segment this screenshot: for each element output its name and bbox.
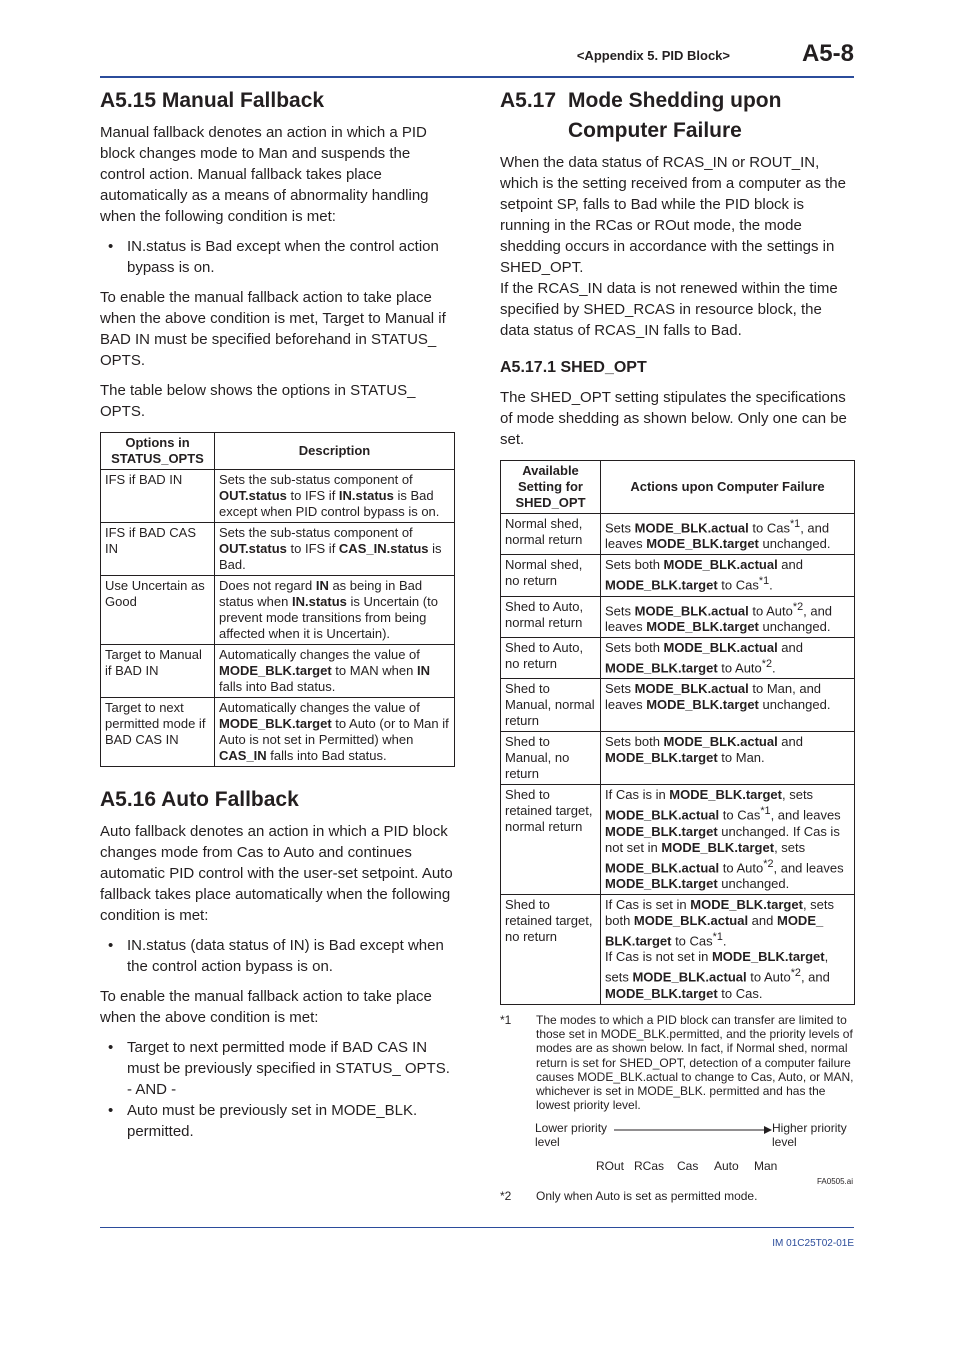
setting-cell: Normal shed, normal return — [501, 514, 601, 555]
setting-cell: Normal shed, no return — [501, 555, 601, 596]
table-notes — [500, 1013, 855, 1203]
shed-opt-table — [500, 460, 855, 1005]
action-cell: Sets both MODE_BLK.actual and MODE_BLK.target to Cas$^{*1}$. — [601, 555, 855, 596]
table-header-actions: Actions upon Computer Failure — [601, 461, 855, 514]
option-cell: IFS if BAD IN — [101, 470, 215, 523]
mode-label: ROut — [596, 1158, 625, 1173]
action-cell: Sets MODE_BLK.actual to Cas$^{*1}$, and leaves MODE_BLK.target unchanged. — [601, 514, 855, 555]
bullet-text: IN.status is Bad except when the control action bypass is on. — [127, 238, 439, 276]
higher-priority-label: Higher priority level — [772, 1120, 847, 1149]
table-row — [101, 576, 455, 645]
description-cell: Automatically changes the value of MODE_BLK.target to MAN when IN falls into Bad status. — [215, 645, 455, 698]
table-row — [101, 470, 455, 523]
mode-label: Cas — [677, 1158, 699, 1173]
table-header-options: Options in STATUS_OPTS — [101, 433, 215, 470]
table-row — [501, 894, 855, 1004]
action-cell: If Cas is set in MODE_BLK.target, sets both MODE_BLK.actual and MODE_ BLK.target to Cas$^{*1}$. If Cas is not set in MODE_BLK.target, sets MODE_BLK.actual to Auto$^{*2}$, and MODE_BLK.target to Cas. — [601, 894, 855, 1004]
subsection-title-a5171: A5.17.1 SHED_OPT — [500, 359, 647, 376]
option-cell: IFS if BAD CAS IN — [101, 523, 215, 576]
table-row — [101, 523, 455, 576]
table-row — [501, 785, 855, 895]
a515-paragraph-3: The table below shows the options in STATUS_ OPTS. — [100, 382, 416, 420]
setting-cell: Shed to Manual, no return — [501, 732, 601, 785]
a516-bullet-2 — [100, 1037, 455, 1100]
table-row — [501, 555, 855, 596]
note-text: The modes to which a PID block can transfer are limited to those set in MODE_BLK.permitted, and the priority levels of modes are as shown below. In fact, if Normal shed, normal return is set for SHED_OPT, detection of a computer failure causes MODE_BLK.actual to change to Cas, Auto, or MAN, whichever is set in MODE_BLK. permitted and has the lowest priority level. — [536, 1012, 854, 1113]
table-row — [501, 637, 855, 678]
description-cell: Does not regard IN as being in Bad status when IN.status is Uncertain (to prevent mode transitions from being affected when it is Uncertain). — [215, 576, 455, 645]
section-title-a515: A5.15 Manual Fallback — [100, 89, 325, 112]
priority-arrow-icon — [614, 1125, 774, 1135]
mode-label: RCas — [634, 1158, 665, 1173]
right-column — [500, 86, 855, 1203]
footer-rule — [100, 1227, 854, 1228]
bullet-text: IN.status (data status of IN) is Bad except when the control action bypass is on. — [127, 937, 444, 975]
footer-doc-id: IM 01C25T02-01E — [772, 1238, 854, 1249]
a516-paragraph-1: Auto fallback denotes an action in which a PID block changes mode from Cas to Auto and continues automatic PID control with the user-set setpoint. Auto fallback takes place automatically when the following condition is met: — [100, 823, 453, 924]
table-header-setting: Available Setting for SHED_OPT — [501, 461, 601, 514]
description-cell: Sets the sub-status component of OUT.status to IFS if IN.status is Bad except when PID control bypass is on. — [215, 470, 455, 523]
action-cell: Sets both MODE_BLK.actual and MODE_BLK.target to Man. — [601, 732, 855, 785]
note-1 — [500, 1013, 855, 1113]
bullet-dot-icon: • — [108, 1102, 114, 1119]
table-header-description: Description — [215, 433, 455, 470]
bullet-dot-icon: • — [108, 238, 114, 255]
note-text: Only when Auto is set as permitted mode. — [536, 1188, 758, 1203]
action-cell: If Cas is in MODE_BLK.target, sets MODE_BLK.actual to Cas$^{*1}$, and leaves MODE_BLK.target unchanged. If Cas is not set in MODE_BLK.target, sets MODE_BLK.actual to Auto$^{*2}$, and leaves MODE_BLK.target unchanged. — [601, 785, 855, 895]
lower-priority-label: Lower priority level — [535, 1120, 608, 1149]
note-mark: *2 — [500, 1188, 512, 1203]
note-mark: *1 — [500, 1012, 512, 1027]
section-title-a516: A5.16 Auto Fallback — [100, 788, 299, 811]
a516-bullet-3 — [100, 1100, 455, 1142]
section-title-a517: A5.17 Mode Shedding upon Computer Failure — [500, 89, 782, 142]
header-section: <Appendix 5. PID Block> — [576, 48, 730, 63]
a517-paragraph-2: If the RCAS_IN data is not renewed within the time specified by SHED_RCAS in resource block, the data status of RCAS_IN falls to Bad. — [500, 280, 838, 339]
action-cell: Sets MODE_BLK.actual to Man, and leaves MODE_BLK.target unchanged. — [601, 679, 855, 732]
a515-paragraph-1: Manual fallback denotes an action in which a PID block changes mode to Man and suspends the control action. Manual fallback takes place automatically as a means of abnormality handling when the following condition is met: — [100, 124, 429, 225]
action-cell: Sets MODE_BLK.actual to Auto$^{*2}$, and leaves MODE_BLK.target unchanged. — [601, 596, 855, 637]
bullet-dot-icon: • — [108, 1039, 114, 1056]
and-text: - AND - — [127, 1081, 177, 1098]
a516-paragraph-2: To enable the manual fallback action to take place when the above condition is met: — [100, 988, 432, 1026]
description-cell: Sets the sub-status component of OUT.status to IFS if CAS_IN.status is Bad. — [215, 523, 455, 576]
setting-cell: Shed to retained target, no return — [501, 894, 601, 1004]
table-row — [501, 596, 855, 637]
bullet-text: Target to next permitted mode if BAD CAS IN must be previously specified in STATUS_ OPTS. — [127, 1039, 450, 1077]
table-row — [501, 679, 855, 732]
table-row — [501, 514, 855, 555]
option-cell: Target to next permitted mode if BAD CAS IN — [101, 698, 215, 767]
mode-label: Auto — [714, 1158, 739, 1173]
table-row — [101, 698, 455, 767]
note-2 — [500, 1189, 855, 1203]
a5171-paragraph: The SHED_OPT setting stipulates the specifications of mode shedding as shown below. Only one can be set. — [500, 389, 847, 448]
mode-label: Man — [754, 1158, 778, 1173]
bullet-dot-icon: • — [108, 937, 114, 954]
option-cell: Target to Manual if BAD IN — [101, 645, 215, 698]
table-row — [101, 645, 455, 698]
bullet-text: Auto must be previously set in MODE_BLK. permitted. — [127, 1102, 418, 1140]
setting-cell: Shed to Auto, normal return — [501, 596, 601, 637]
a517-paragraph-1: When the data status of RCAS_IN or ROUT_IN, which is the setting received from a computer as the setpoint SP, falls to Bad while the PID block is running in the RCas or ROut mode, the mode shedding occurs in accordance with the settings in SHED_OPT. — [500, 154, 846, 276]
setting-cell: Shed to Manual, normal return — [501, 679, 601, 732]
setting-cell: Shed to retained target, normal return — [501, 785, 601, 895]
status-opts-table — [100, 432, 455, 767]
a515-bullet-1 — [100, 236, 455, 278]
option-cell: Use Uncertain as Good — [101, 576, 215, 645]
setting-cell: Shed to Auto, no return — [501, 637, 601, 678]
header-rule — [100, 76, 854, 78]
page-number: A5-8 — [801, 40, 854, 67]
figure-id: FA0505.ai — [816, 1176, 853, 1186]
a516-bullet-1 — [100, 935, 455, 977]
action-cell: Sets both MODE_BLK.actual and MODE_BLK.target to Auto$^{*2}$. — [601, 637, 855, 678]
a515-paragraph-2: To enable the manual fallback action to take place when the above condition is met, Target to Manual if BAD IN must be specified beforehand in STATUS_ OPTS. — [100, 289, 446, 369]
table-row — [501, 732, 855, 785]
left-column — [100, 86, 455, 1142]
priority-diagram — [500, 1113, 855, 1186]
description-cell: Automatically changes the value of MODE_BLK.target to Auto (or to Man if Auto is not set in Permitted) when CAS_IN falls into Bad status. — [215, 698, 455, 767]
